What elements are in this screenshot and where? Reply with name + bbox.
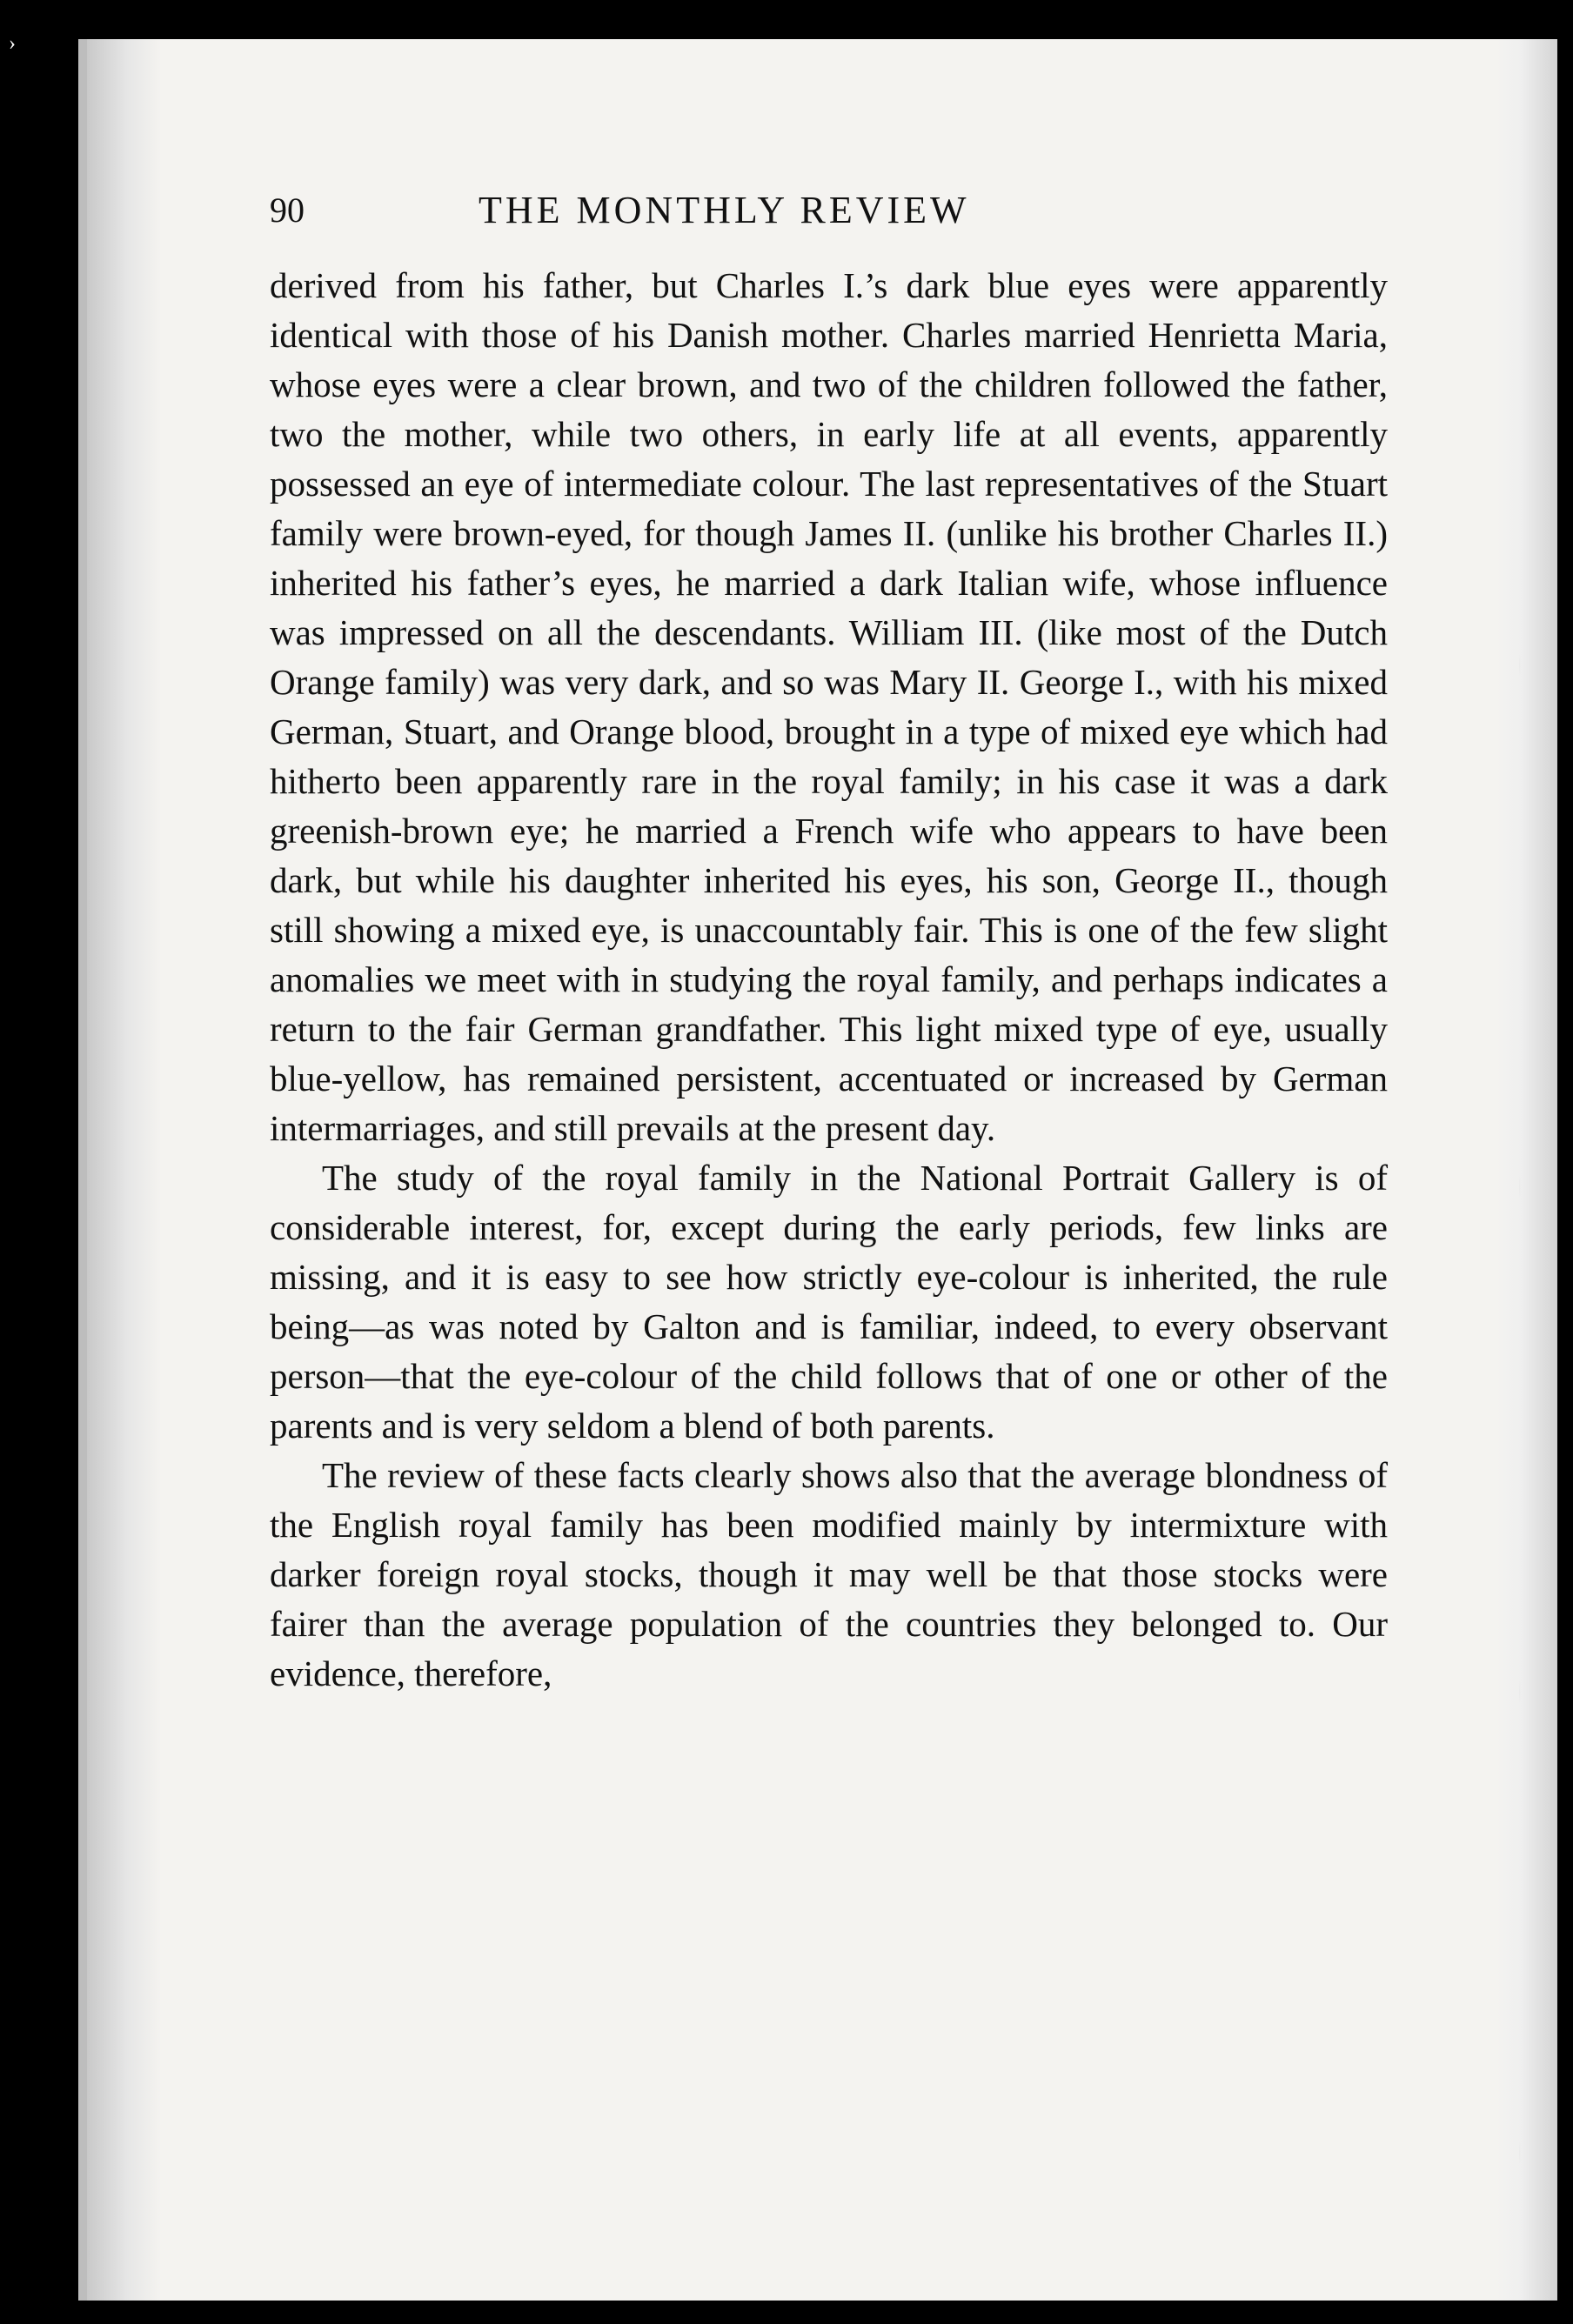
paragraph-1: derived from his father, but Charles I.’s dark blue eyes were apparently identical with those of his Danish mother. Charles married Henrietta Maria, whose eyes were a clear brown, and two of the children followed the father, two the mother, while two others, in early life at all events, apparently possessed an eye of intermediate colour. The last representatives of the Stuart family were brown-eyed, for though James II. (unlike his brother Charles II.) inherited his father’s eyes, he married a dark Italian wife, whose influence was impressed on all the descendants. William III. (like most of the Dutch Orange family) was very dark, and so was Mary II. George I., with his mixed German, Stuart, and Orange blood, brought in a type of mixed eye which had hitherto been apparently rare in the royal family; in his case it was a dark greenish-brown eye; he married a French wife who appears to have been dark, but while his daughter inherited his eyes, his son, George II., though still showing a mixed eye, is unaccountably fair. This is one of the few slight anomalies we meet with in studying the royal family, and perhaps indicates a return to the fair German grandfather. This light mixed type of eye, usually blue-yellow, has remained persistent, accentuated or increased by German intermarriages, and still prevails at the present day.	[270, 265, 1388, 1148]
page-edge-mark	[1519, 1170, 1533, 1205]
page-edge-mark	[1519, 648, 1533, 683]
running-title: THE MONTHLY REVIEW	[479, 189, 970, 231]
page-header	[270, 157, 1157, 235]
page-edge-mark	[1519, 1674, 1533, 1709]
paragraph-3: The review of these facts clearly shows also that the average blondness of the English royal family has been modified mainly by intermixture with darker foreign royal stocks, though it may well be that those stocks were fairer than the average population of the countries they belonged to. Our evidence, therefore,	[270, 1455, 1388, 1693]
page-number: 90	[270, 190, 305, 230]
corner-mark: ›	[9, 32, 16, 55]
body-text	[270, 261, 1388, 1699]
page-edge-mark	[1519, 2135, 1533, 2170]
paragraph-2: The study of the royal family in the National Portrait Gallery is of considerable interest, for, except during the early periods, few links are missing, and it is easy to see how strictly eye-colour is inherited, the rule being—as was noted by Galton and is familiar, indeed, to every observant person—that the eye-colour of the child follows that of one or other of the parents and is very seldom a blend of both parents.	[270, 1158, 1388, 1446]
